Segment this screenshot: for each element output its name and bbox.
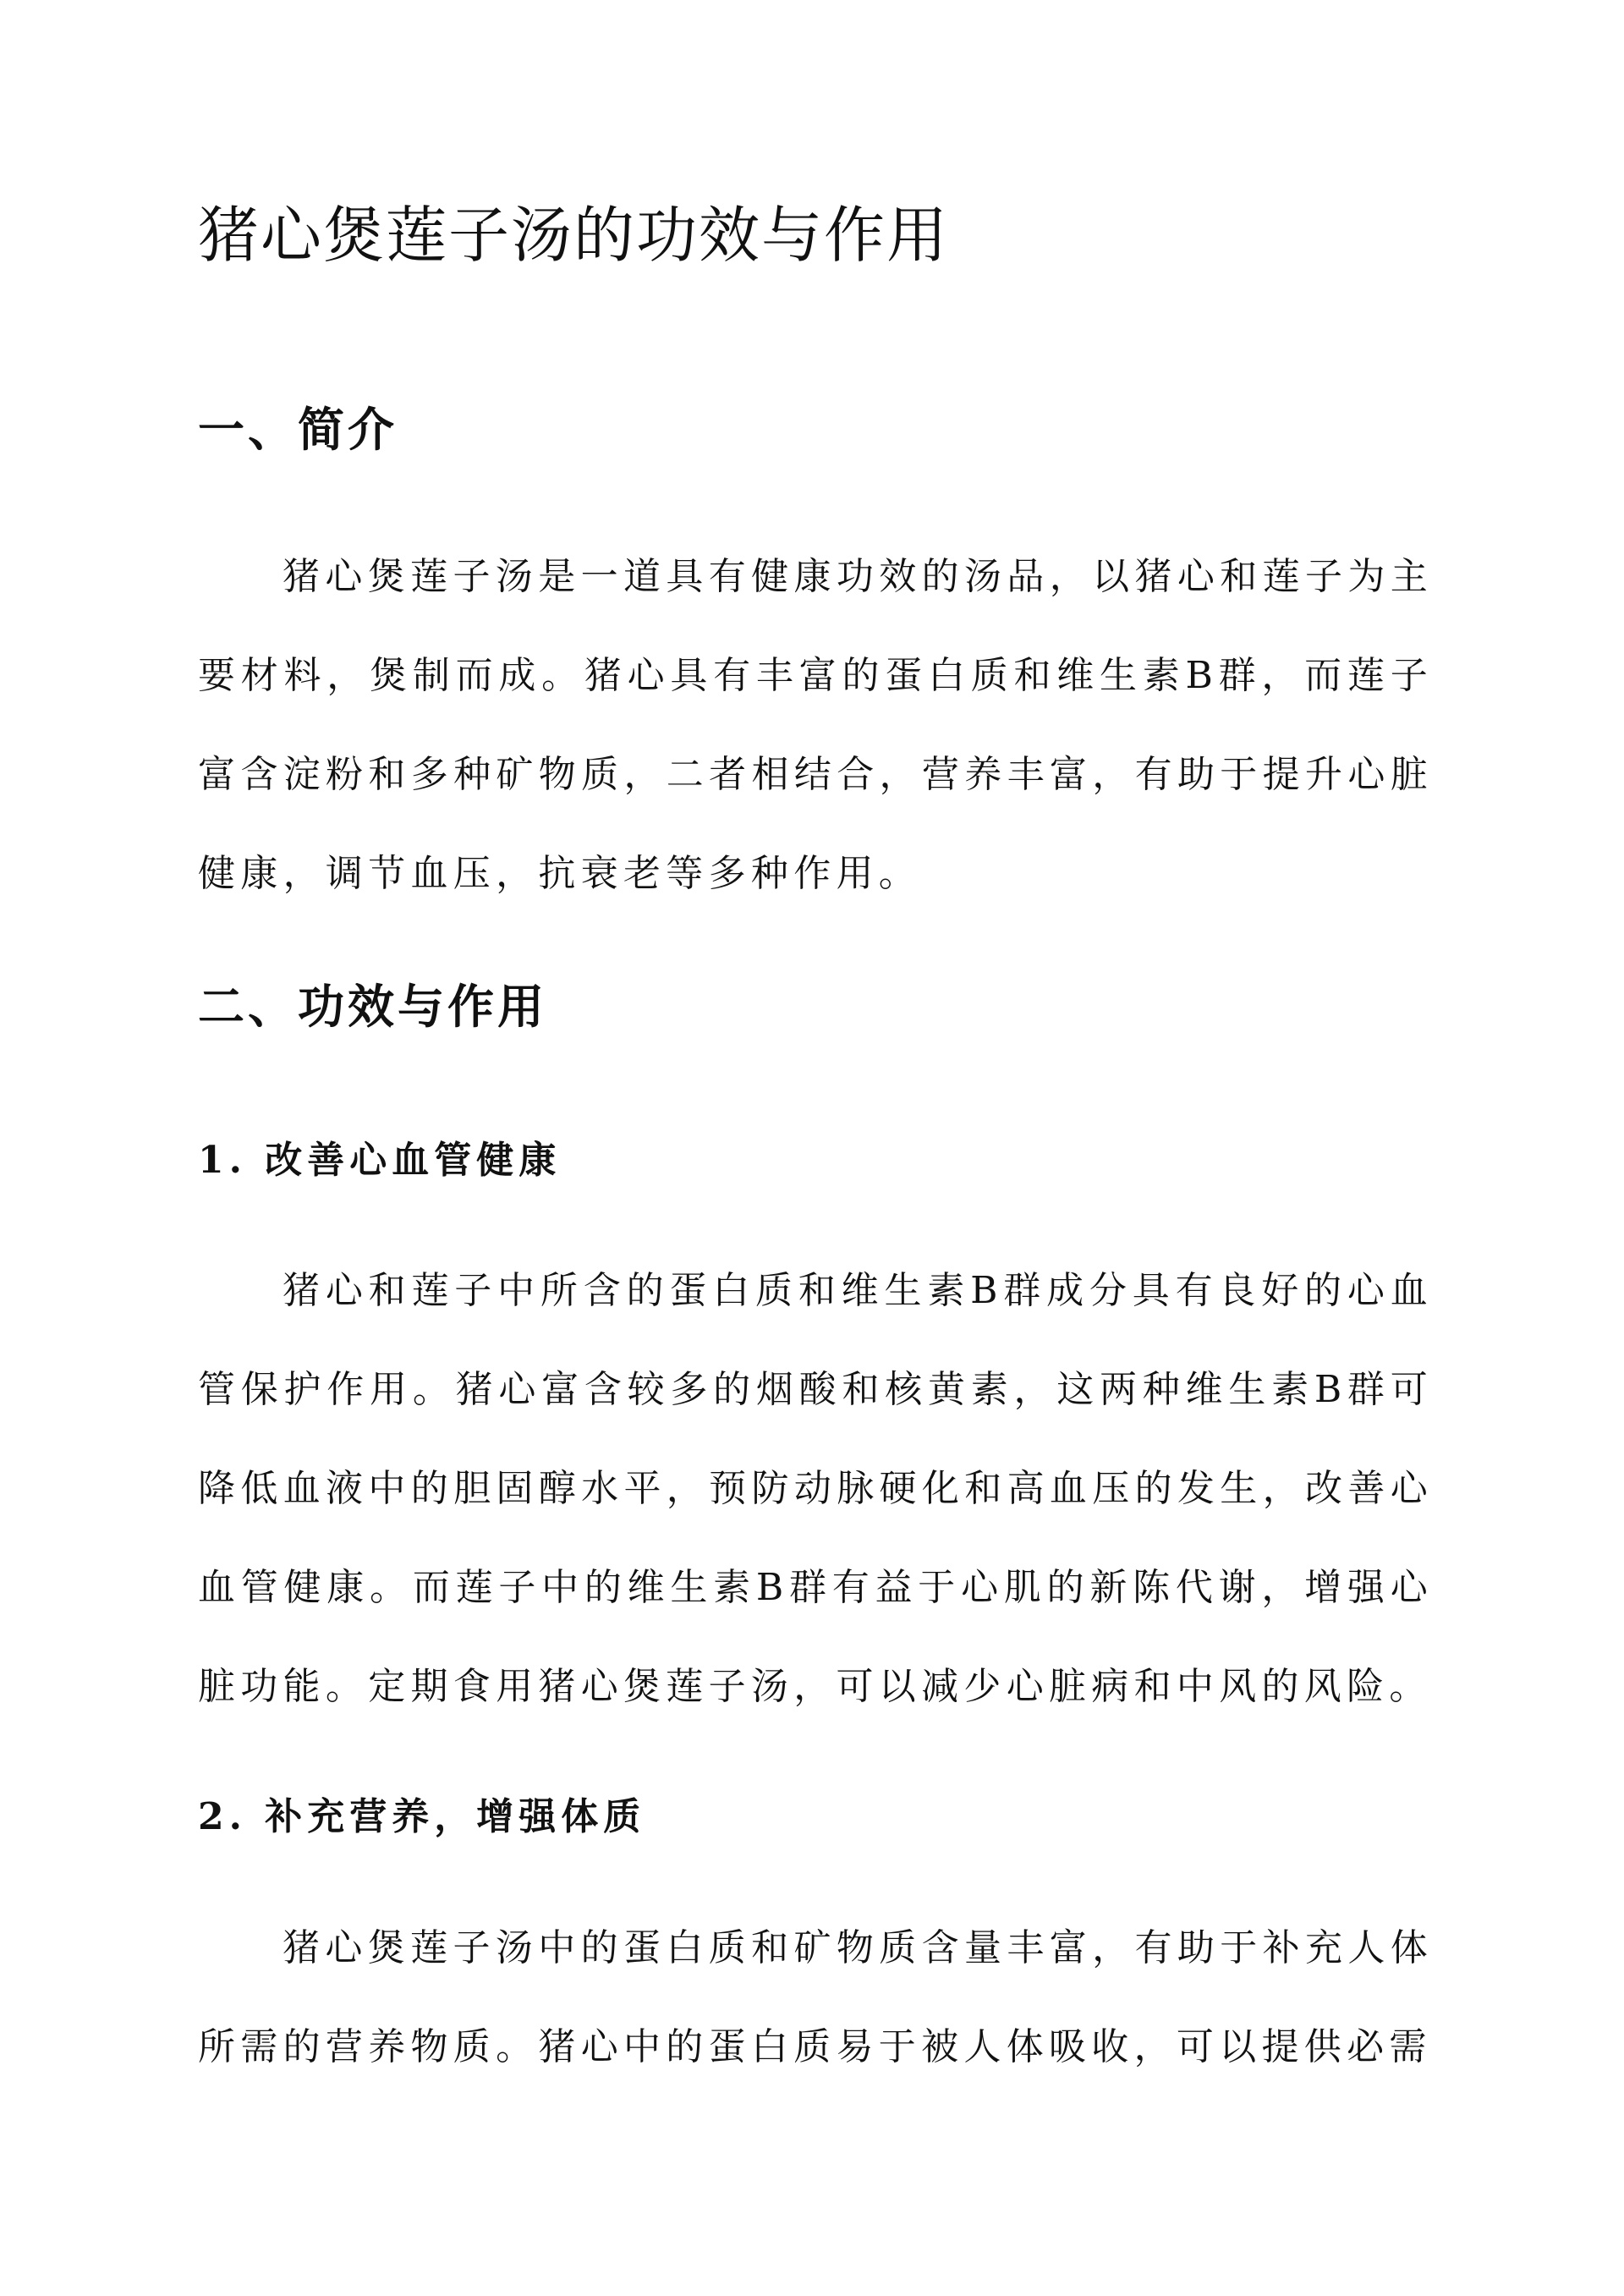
section-heading-effects: 二、功效与作用 [198,979,548,1034]
cardiovascular-paragraph: 猪心和莲子中所含的蛋白质和维生素B群成分具有良好的心血管保护作用。猪心富含较多的烟酸和核黄素，这两种维生素B群可降低血液中的胆固醇水平，预防动脉硬化和高血压的发生，改善心血管健康。而莲子中的维生素B群有益于心肌的新陈代谢，增强心脏功能。定期食用猪心煲莲子汤，可以减少心脏病和中风的风险。 [198,1269,1433,1708]
document-title: 猪心煲莲子汤的功效与作用 [198,200,950,271]
subsection-heading-cardiovascular: 1. 改善心血管健康 [198,1139,562,1182]
subsection-heading-nutrition: 2. 补充营养，增强体质 [198,1795,646,1838]
nutrition-paragraph: 猪心煲莲子汤中的蛋白质和矿物质含量丰富，有助于补充人体所需的营养物质。猪心中的蛋白质易于被人体吸收，可以提供必需 [198,1926,1433,2068]
intro-paragraph: 猪心煲莲子汤是一道具有健康功效的汤品，以猪心和莲子为主要材料，煲制而成。猪心具有丰富的蛋白质和维生素B群，而莲子富含淀粉和多种矿物质，二者相结合，营养丰富，有助于提升心脏健康，调节血压，抗衰老等多种作用。 [198,555,1433,895]
section-heading-intro: 一、简介 [198,402,398,457]
